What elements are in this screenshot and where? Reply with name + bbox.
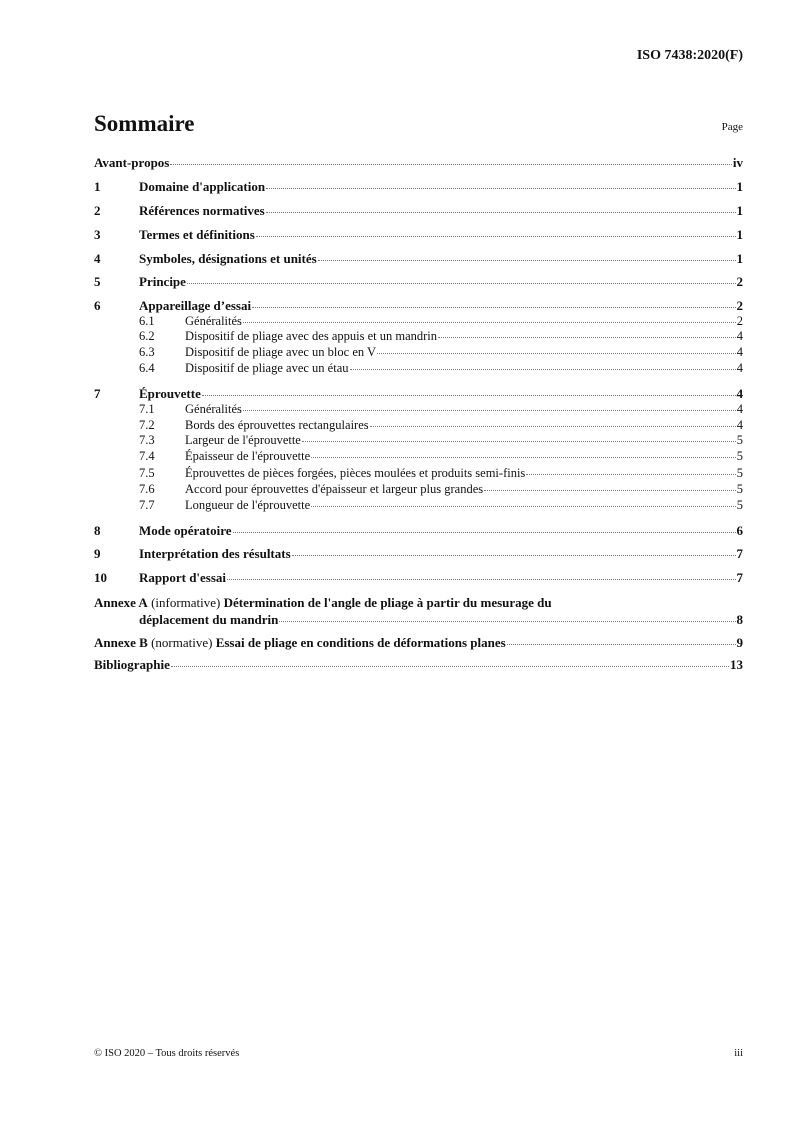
toc-entry[interactable]	[94, 402, 743, 417]
page-number: 6	[736, 523, 743, 538]
entry-title: Dispositif de pliage avec des appuis et un mandrin	[185, 329, 438, 343]
page-number: 2	[736, 298, 743, 313]
section-number: 7.2	[139, 418, 155, 432]
toc-entry[interactable]	[94, 203, 743, 218]
annex-title: Détermination de l'angle de pliage à partir du mesurage du	[223, 595, 552, 610]
section-number: 7.5	[139, 466, 155, 480]
section-number: 6	[94, 298, 101, 313]
dot-leader	[202, 395, 736, 396]
entry-title: Éprouvette	[139, 386, 201, 401]
dot-leader	[318, 260, 736, 261]
toc-entry[interactable]	[94, 329, 743, 344]
annex-label: Annexe B	[94, 635, 148, 650]
section-number: 7.7	[139, 498, 155, 512]
entry-title: Interprétation des résultats	[139, 546, 291, 561]
toc-entry[interactable]	[94, 155, 743, 170]
dot-leader	[187, 283, 736, 284]
annex-title-cont: déplacement du mandrin	[139, 612, 279, 627]
copyright: © ISO 2020 – Tous droits réservés	[94, 1048, 240, 1059]
annex-title: Essai de pliage en conditions de déformations planes	[215, 635, 506, 650]
entry-title: Avant-propos	[94, 155, 170, 170]
toc-entry[interactable]	[94, 274, 743, 289]
section-number: 7.3	[139, 433, 155, 447]
annex-label: Annexe A	[94, 595, 148, 610]
page-number: 5	[736, 449, 743, 463]
page-number: 5	[736, 482, 743, 496]
annex-kind: (normative)	[151, 635, 213, 650]
toc-entry[interactable]	[94, 546, 743, 561]
entry-title: Épaisseur de l'éprouvette	[185, 449, 311, 463]
page-number-footer: iii	[734, 1048, 743, 1059]
entry-title: Dispositif de pliage avec un étau	[185, 361, 349, 375]
page-number: 7	[736, 546, 743, 561]
entry-title: Rapport d'essai	[139, 570, 227, 585]
section-number: 2	[94, 203, 101, 218]
dot-leader	[438, 337, 736, 338]
entry-title: Termes et définitions	[139, 227, 255, 242]
dot-leader	[227, 579, 735, 580]
entry-title: Généralités	[185, 402, 242, 416]
dot-leader	[256, 236, 736, 237]
dot-leader	[311, 457, 736, 458]
dot-leader	[484, 490, 736, 491]
entry-title: Bibliographie	[94, 657, 170, 672]
section-number: 9	[94, 546, 101, 561]
dot-leader	[252, 307, 735, 308]
page-number: 4	[736, 386, 743, 401]
section-number: 7.6	[139, 482, 155, 496]
entry-title: Principe	[139, 274, 186, 289]
section-number: 1	[94, 179, 101, 194]
dot-leader	[507, 644, 736, 645]
entry-title: Longueur de l'éprouvette	[185, 498, 311, 512]
entry-title: Dispositif de pliage avec un bloc en V	[185, 345, 377, 359]
page-number: 4	[736, 402, 743, 416]
page-number: 5	[736, 498, 743, 512]
toc-entry-annexe-b[interactable]	[94, 634, 743, 651]
page-number: 13	[730, 657, 743, 672]
dot-leader	[233, 532, 736, 533]
page-number: 1	[736, 179, 743, 194]
toc-entry[interactable]	[94, 418, 743, 433]
entry-title: Domaine d'application	[139, 179, 266, 194]
section-number: 7	[94, 386, 101, 401]
dot-leader	[292, 555, 736, 556]
section-number: 7.4	[139, 449, 155, 463]
page-number: 2	[736, 314, 743, 328]
dot-leader	[279, 621, 735, 622]
section-number: 4	[94, 251, 101, 266]
entry-title: Appareillage d’essai	[139, 298, 252, 313]
page-number: 1	[736, 251, 743, 266]
page-number: 2	[736, 274, 743, 289]
dot-leader	[302, 441, 736, 442]
page-title: Sommaire	[94, 111, 195, 136]
toc-entry-bibliographie[interactable]	[94, 657, 743, 672]
page-column-label: Page	[721, 121, 743, 133]
toc-entry[interactable]	[94, 179, 743, 194]
dot-leader	[266, 212, 736, 213]
page-number: 8	[736, 612, 743, 627]
document-id: ISO 7438:2020(F)	[636, 48, 743, 63]
dot-leader	[171, 666, 729, 667]
toc-entry[interactable]	[94, 498, 743, 513]
entry-title: Éprouvettes de pièces forgées, pièces moulées et produits semi-finis	[185, 466, 526, 480]
section-number: 10	[94, 570, 107, 585]
toc-entry[interactable]	[94, 433, 743, 448]
dot-leader	[266, 188, 735, 189]
toc-entry[interactable]	[94, 482, 743, 497]
page-number: 7	[736, 570, 743, 585]
page-number: iv	[732, 155, 743, 170]
entry-title: Généralités	[185, 314, 242, 328]
page-number: 5	[736, 466, 743, 480]
entry-title: Mode opératoire	[139, 523, 232, 538]
section-number: 5	[94, 274, 101, 289]
page-number: 1	[736, 227, 743, 242]
annex-kind: (informative)	[151, 595, 221, 610]
section-number: 8	[94, 523, 101, 538]
dot-leader	[243, 322, 736, 323]
page-footer	[94, 1048, 743, 1059]
page-number: 5	[736, 433, 743, 447]
dot-leader	[377, 353, 736, 354]
entry-title: Symboles, désignations et unités	[139, 251, 317, 266]
dot-leader	[243, 410, 736, 411]
dot-leader	[170, 164, 732, 165]
toc-entry[interactable]	[94, 386, 743, 401]
page-number: 9	[736, 635, 743, 650]
toc-entry[interactable]	[94, 227, 743, 242]
entry-title: Bords des éprouvettes rectangulaires	[185, 418, 369, 432]
section-number: 6.4	[139, 361, 155, 375]
toc-entry[interactable]	[94, 570, 743, 585]
dot-leader	[311, 506, 736, 507]
entry-title: Accord pour éprouvettes d'épaisseur et largeur plus grandes	[185, 482, 484, 496]
dot-leader	[526, 474, 735, 475]
dot-leader	[350, 369, 736, 370]
section-number: 6.3	[139, 345, 155, 359]
page-number: 4	[736, 418, 743, 432]
toc-entry[interactable]	[94, 449, 743, 464]
toc-entry[interactable]	[94, 523, 743, 538]
section-number: 3	[94, 227, 101, 242]
entry-title: Références normatives	[139, 203, 265, 218]
toc-entry[interactable]	[94, 345, 743, 360]
dot-leader	[370, 426, 736, 427]
page-number: 4	[736, 329, 743, 343]
toc-entry[interactable]	[94, 314, 743, 329]
toc-entry[interactable]	[94, 298, 743, 313]
page-number: 4	[736, 361, 743, 375]
section-number: 6.2	[139, 329, 155, 343]
toc-entry[interactable]	[94, 361, 743, 376]
toc-entry-annexe-a[interactable]	[94, 594, 743, 628]
toc-entry[interactable]	[94, 251, 743, 266]
page-number: 1	[736, 203, 743, 218]
section-number: 7.1	[139, 402, 155, 416]
section-number: 6.1	[139, 314, 155, 328]
toc-entry[interactable]	[94, 466, 743, 481]
entry-title: Largeur de l'éprouvette	[185, 433, 301, 447]
page-number: 4	[736, 345, 743, 359]
